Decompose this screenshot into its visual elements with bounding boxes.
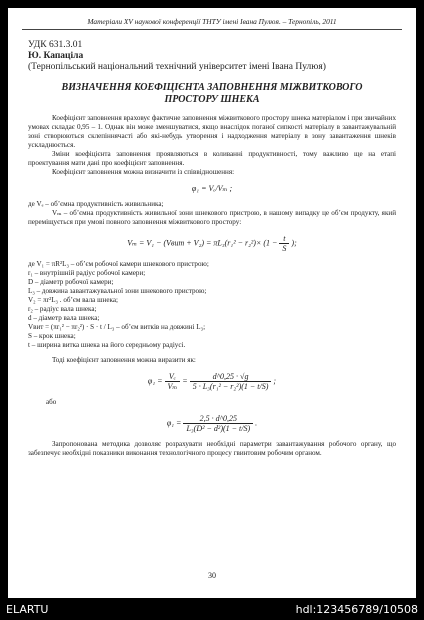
udc-code: УДК 631.3.01 bbox=[28, 40, 83, 50]
paragraph-3: Коефіцієнт заповнення можна визначити із співвідношення: bbox=[52, 168, 235, 176]
formula-4-den: L₃(D² − d²)(1 − t/S) bbox=[186, 424, 251, 433]
formula-4-num: 2,5 · d^0,25 bbox=[183, 414, 253, 424]
formula-3-eq: = bbox=[182, 376, 190, 386]
definition-ve: де Vₑ – об’ємна продуктивність живильника; bbox=[28, 200, 164, 208]
formula-4-left: φ₁ = bbox=[166, 418, 184, 428]
formula-4-end: . bbox=[255, 418, 258, 428]
formula-2-post: ) bbox=[291, 238, 295, 248]
definition-item: Vвит = (πr₁² − πr₂²) · S · t / L₃ – об’єм витків на довжині L₃; bbox=[28, 323, 206, 331]
paragraph-4: Тоді коефіцієнт заповнення можна виразити як: bbox=[52, 356, 196, 364]
formula-2 bbox=[18, 234, 406, 253]
paragraph-1: Коефіцієнт заповнення враховує фактичне заповнення міжвиткового простору шнека матеріалом і при звичайних умовах складає 0,95 – 1. Однак він може зменшуватися, якщо внаслідок поганої сипкості матеріалу в завантажувальній зоні створюються склепіннячасті або які-небудь утворення і надходження матеріалу в зону завантаження шнеків ускладнюється. bbox=[28, 114, 396, 149]
definition-item: S – крок шнека; bbox=[28, 332, 76, 340]
formula-3-num-2: d^0,25 · √g bbox=[190, 372, 272, 382]
definition-item: r₁ – внутрішній радіус робочої камери; bbox=[28, 269, 146, 277]
repository-footer bbox=[0, 600, 424, 620]
running-header: Матеріали XV наукової конференції ТНТУ імені Івана Пулюя. – Тернопіль, 2011 bbox=[22, 8, 402, 30]
paragraph-5: Запропонована методика дозволяє розрахувати необхідні параметри завантажування робочого органу, що забезпечує необхідні показники виконання технологічного процесу гвинтовим робочим органом. bbox=[28, 440, 396, 457]
formula-2-num: t bbox=[279, 234, 289, 244]
definition-item: де V₁ = πR²L₃ – об’єм робочої камери шнекового пристрою; bbox=[28, 260, 209, 268]
formula-2-den: S bbox=[282, 244, 287, 253]
affiliation: (Тернопільський національний технічний університет імені Івана Пулюя) bbox=[28, 62, 326, 72]
paper-title: ВИЗНАЧЕННЯ КОЕФІЦІЄНТА ЗАПОВНЕННЯ МІЖВИТКОВОГО ПРОСТОРУ ШНЕКА bbox=[61, 82, 363, 105]
formula-3-left: φ₁ = bbox=[147, 376, 165, 386]
footer-left-label: ELARTU bbox=[6, 603, 49, 616]
formula-2-pre: (1 − bbox=[263, 238, 278, 248]
page-number: 30 bbox=[208, 571, 216, 580]
formula-3-fraction-1 bbox=[165, 372, 181, 391]
formula-3-fraction-2 bbox=[190, 372, 272, 391]
definition-item: L₃ – довжина завантажувальної зони шнекового пристрою; bbox=[28, 287, 207, 295]
definition-item: t – ширина витка шнека на його середньому радіусі. bbox=[28, 341, 186, 349]
definition-item: d – діаметр вала шнека; bbox=[28, 314, 100, 322]
formula-3-den-2: 5 · L₃(r₁² − r₂²)(1 − t/S) bbox=[192, 382, 269, 391]
definitions-list bbox=[28, 260, 396, 350]
paragraph-2: Зміни коефіцієнта заповнення проявляються в коливанні продуктивності, тому важливо ще на етапі проектування мати дані про коефіцієнт заповнення. bbox=[28, 150, 396, 167]
formula-1: φ₁ = Vₑ/Vₘ ; bbox=[191, 184, 233, 193]
formula-2-left: Vₘ = V₁ − (Vвит + V₂) = πL₃(r₁² − r₂²)× bbox=[127, 238, 262, 248]
definition-item: D – діаметр робочої камери; bbox=[28, 278, 114, 286]
or-word: або bbox=[46, 398, 57, 406]
formula-3-end: ; bbox=[273, 376, 277, 386]
definition-vm: Vₘ – об’ємна продуктивність живильної зони шнекового пристрою, в нашому випадку це об’єм продукту, який переміщується при умові повного заповнення міжвиткового простору: bbox=[28, 209, 396, 226]
formula-2-end: ; bbox=[294, 238, 297, 248]
definition-item: r₂ – радіус вала шнека; bbox=[28, 305, 97, 313]
formula-3-num-1: Vₑ bbox=[165, 372, 181, 382]
document-page bbox=[8, 8, 416, 598]
formula-3-den-1: Vₘ bbox=[167, 382, 178, 391]
page-content bbox=[18, 8, 406, 458]
definition-item: V₂ = πr²L₃ . об’єм вала шнека; bbox=[28, 296, 118, 304]
footer-handle: hdl:123456789/10508 bbox=[295, 603, 418, 616]
formula-3 bbox=[18, 372, 406, 391]
formula-2-fraction bbox=[279, 234, 289, 253]
formula-4 bbox=[18, 414, 406, 433]
formula-4-fraction bbox=[183, 414, 253, 433]
author: Ю. Капаціла bbox=[28, 51, 84, 61]
